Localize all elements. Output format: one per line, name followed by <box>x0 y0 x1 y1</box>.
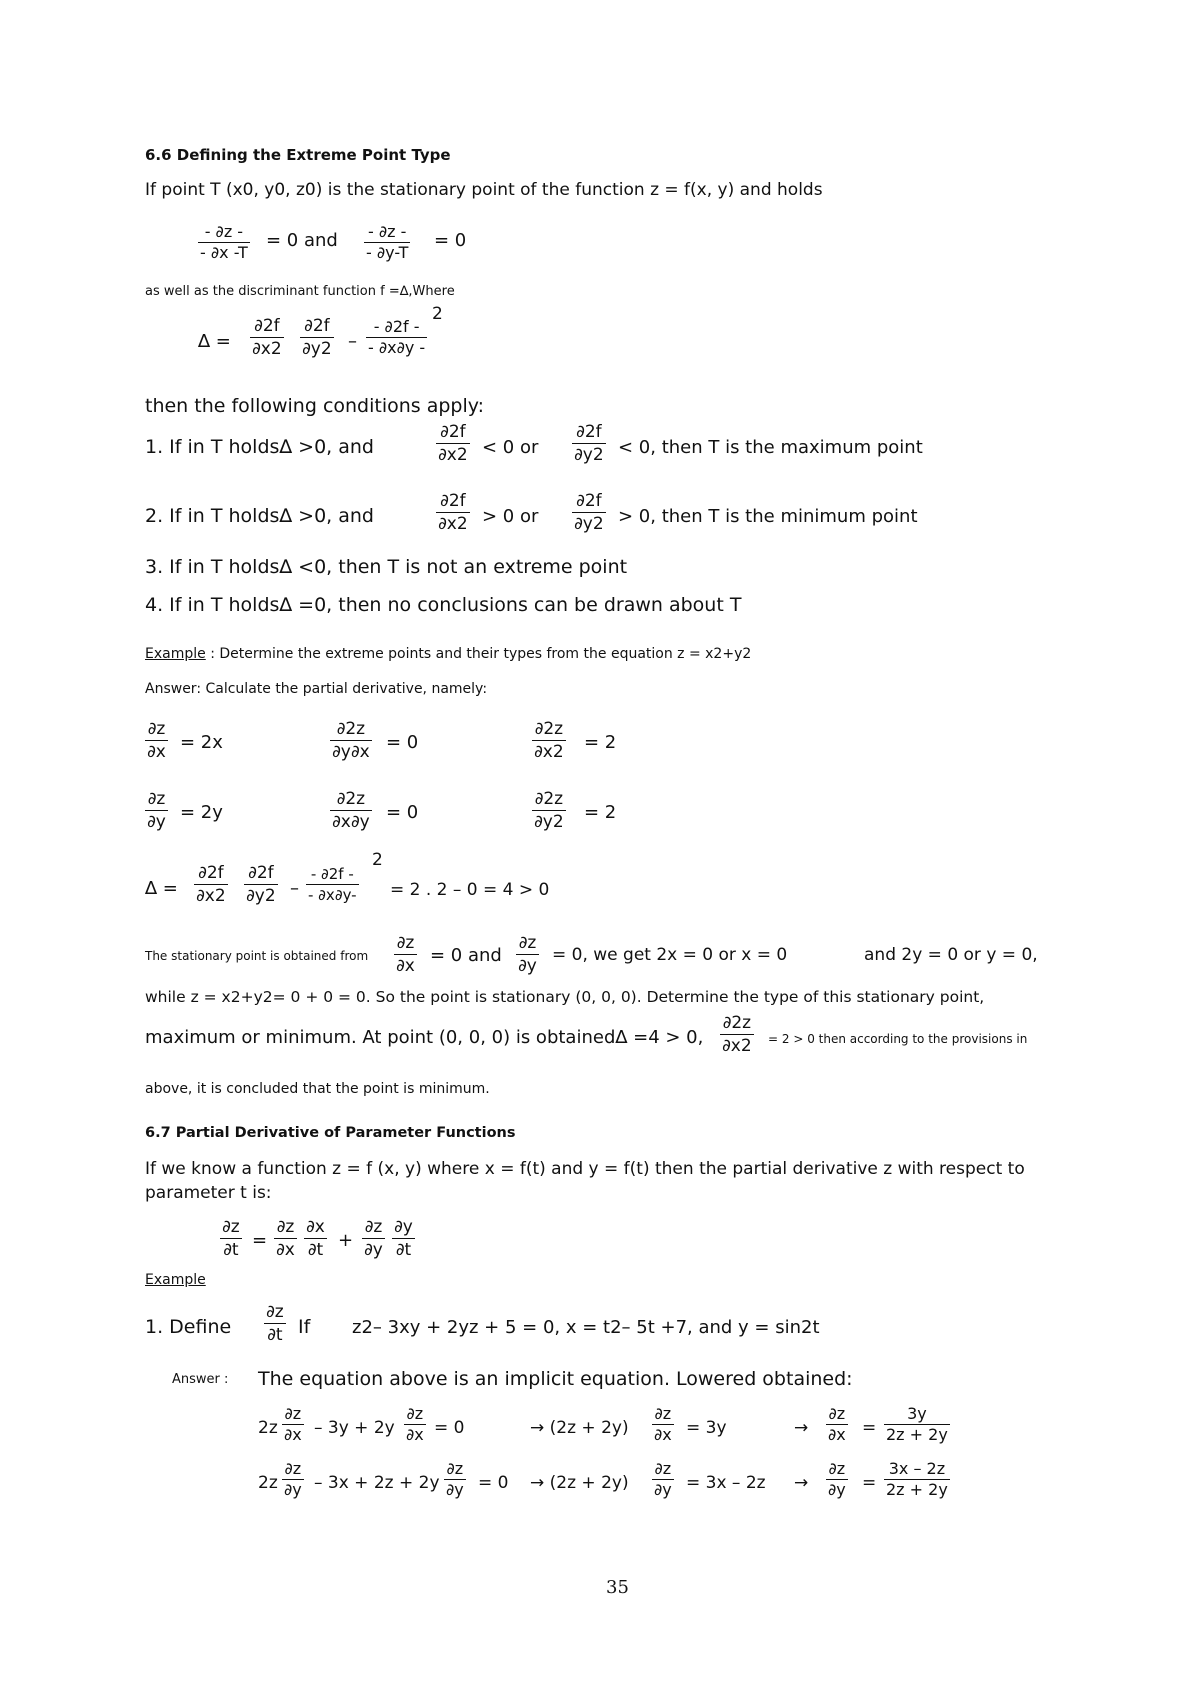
delta-calc-minus: – <box>290 878 299 899</box>
delta-def-f1: $\frac{\partial 2f}{\partial x2}$ <box>252 316 282 359</box>
chain-dydt: $\frac{\partial y}{\partial t}$ <box>394 1217 413 1260</box>
stationary-dzdx: $\frac{\partial z}{\partial x}$ <box>396 933 415 976</box>
deriv-d2zdydx: $\frac{\partial 2z}{\partial y\partial x}$ <box>332 719 370 762</box>
chain-plus: + <box>338 1230 354 1251</box>
row1-arrow: → <box>794 1418 809 1438</box>
row1-b: – 3y + 2y <box>314 1418 395 1438</box>
row1-f2: $\frac{\partial z}{\partial x}$ <box>406 1404 424 1444</box>
define-text: 1. Define <box>145 1316 232 1338</box>
row2-f4: $\frac{\partial z}{\partial y}$ <box>828 1459 846 1499</box>
conditions-intro: then the following conditions apply: <box>145 395 485 417</box>
row2-b: – 3x + 2z + 2y <box>314 1473 440 1493</box>
row2-d: → (2z + 2y) <box>530 1473 629 1493</box>
row2-f5: $\frac{3x - 2z}{2z + 2y}$ <box>886 1459 948 1499</box>
row1-f1: $\frac{\partial z}{\partial x}$ <box>284 1404 302 1444</box>
delta-def-lhs: ∆ = <box>198 331 231 352</box>
define-equation: z2– 3xy + 2yz + 5 = 0, x = t2– 5t +7, and y = sin2t <box>352 1317 820 1338</box>
cond-dzdy-fraction: $\frac{- \partial z -}{- \partial y-T}$ <box>366 222 409 262</box>
condition-3-text: 3. If in T holds∆ <0, then T is not an extreme point <box>145 556 628 578</box>
section-heading-6-6: 6.6 Defining the Extreme Point Type <box>145 146 451 164</box>
deriv-d2zdy2-value: = 2 <box>584 802 617 823</box>
row1-eq: = <box>862 1418 877 1438</box>
maxmin-text: maximum or minimum. At point (0, 0, 0) is obtained∆ =4 > 0, <box>145 1027 704 1048</box>
deriv-dzdy-value: = 2y <box>180 802 223 823</box>
stationary-x-result: = 0, we get 2x = 0 or x = 0 <box>552 945 788 965</box>
row1-c: = 0 <box>434 1418 465 1438</box>
section-heading-6-7: 6.7 Partial Derivative of Parameter Functions <box>145 1125 516 1141</box>
while-line: while z = x2+y2= 0 + 0 = 0. So the point is stationary (0, 0, 0). Determine the type of this stationary point, <box>145 988 985 1006</box>
condition-1-text: 1. If in T holds∆ >0, and <box>145 436 374 458</box>
s67-intro-2: parameter t is: <box>145 1183 272 1203</box>
row2-c: = 0 <box>478 1473 509 1493</box>
deriv-dzdy: $\frac{\partial z}{\partial y}$ <box>147 789 166 832</box>
condition-1-f2: $\frac{\partial 2f}{\partial y2}$ <box>574 422 604 465</box>
delta-calc-f1: $\frac{\partial 2f}{\partial x2}$ <box>196 863 226 906</box>
chain-equals: = <box>252 1230 268 1251</box>
condition-2-f1: $\frac{\partial 2f}{\partial x2}$ <box>438 491 468 534</box>
delta-calc-f2: $\frac{\partial 2f}{\partial y2}$ <box>246 863 276 906</box>
stationary-y-result: and 2y = 0 or y = 0, <box>864 945 1038 965</box>
example-label: Example <box>145 646 206 662</box>
row2-f3: $\frac{\partial z}{\partial y}$ <box>654 1459 672 1499</box>
row2-a: 2z <box>258 1473 278 1493</box>
delta-def-f3: $\frac{- \partial 2f -}{- \partial x\partial y -}$ <box>368 317 426 357</box>
chain-dzdt: $\frac{\partial z}{\partial t}$ <box>222 1217 240 1260</box>
deriv-d2zdx2-value: = 2 <box>584 732 617 753</box>
condition-4-text: 4. If in T holds∆ =0, then no conclusions can be drawn about T <box>145 594 742 616</box>
deriv-d2zdx2: $\frac{\partial 2z}{\partial x2}$ <box>534 719 564 762</box>
row2-f2: $\frac{\partial z}{\partial y}$ <box>446 1459 464 1499</box>
intro-text: If point T (x0, y0, z0) is the stationary point of the function z = f(x, y) and holds <box>145 180 823 200</box>
s67-intro-1: If we know a function z = f (x, y) where x = f(t) and y = f(t) then the partial derivative z with respect to <box>145 1159 1025 1179</box>
example-label-2: Example <box>145 1272 206 1288</box>
conclusion-line: above, it is concluded that the point is minimum. <box>145 1081 490 1097</box>
row1-d: → (2z + 2y) <box>530 1418 629 1438</box>
define-dzdt: $\frac{\partial z}{\partial t}$ <box>266 1302 284 1345</box>
condition-1-tail: < 0, then T is the maximum point <box>618 437 923 458</box>
cond-zero-text: = 0 <box>434 230 467 251</box>
condition-2-f2: $\frac{\partial 2f}{\partial y2}$ <box>574 491 604 534</box>
condition-2-tail: > 0, then T is the minimum point <box>618 506 918 527</box>
condition-2-or: > 0 or <box>482 506 539 527</box>
define-if: If <box>298 1316 311 1338</box>
chain-dzdx: $\frac{\partial z}{\partial x}$ <box>276 1217 295 1260</box>
delta-calc-result: = 2 . 2 – 0 = 4 > 0 <box>390 880 550 900</box>
deriv-d2zdxdy-value: = 0 <box>386 802 419 823</box>
deriv-d2zdydx-value: = 0 <box>386 732 419 753</box>
delta-def-f2: $\frac{\partial 2f}{\partial y2}$ <box>302 316 332 359</box>
delta-def-minus: – <box>348 331 357 352</box>
row1-a: 2z <box>258 1418 278 1438</box>
row1-f3: $\frac{\partial z}{\partial x}$ <box>654 1404 672 1444</box>
delta-def-exponent: 2 <box>432 304 443 324</box>
answer-text: The equation above is an implicit equation. Lowered obtained: <box>258 1368 853 1390</box>
delta-calc-exponent: 2 <box>372 850 383 870</box>
deriv-d2zdxdy: $\frac{\partial 2z}{\partial x\partial y}$ <box>332 789 370 832</box>
condition-1-or: < 0 or <box>482 437 539 458</box>
maxmin-tail: = 2 > 0 then according to the provisions in <box>768 1032 1028 1046</box>
deriv-dzdx: $\frac{\partial z}{\partial x}$ <box>147 719 166 762</box>
stationary-and: = 0 and <box>430 945 502 966</box>
answer-label: Answer : <box>172 1372 229 1387</box>
chain-dzdy: $\frac{\partial z}{\partial y}$ <box>364 1217 383 1260</box>
row2-e: = 3x – 2z <box>686 1473 766 1493</box>
delta-calc-f3: $\frac{- \partial 2f -}{- \partial x\partial y-}$ <box>308 865 357 904</box>
row1-f5: $\frac{3y}{2z + 2y}$ <box>886 1404 948 1444</box>
example-line <box>145 646 751 662</box>
deriv-d2zdy2: $\frac{\partial 2z}{\partial y2}$ <box>534 789 564 832</box>
deriv-dzdx-value: = 2x <box>180 732 223 753</box>
stationary-text: The stationary point is obtained from <box>145 949 369 963</box>
discriminant-line: as well as the discriminant function f =∆,Where <box>145 284 455 299</box>
row1-f4: $\frac{\partial z}{\partial x}$ <box>828 1404 846 1444</box>
delta-calc-lhs: ∆ = <box>145 878 178 899</box>
condition-2-text: 2. If in T holds∆ >0, and <box>145 505 374 527</box>
chain-dxdt: $\frac{\partial x}{\partial t}$ <box>306 1217 325 1260</box>
row2-arrow: → <box>794 1473 809 1493</box>
row1-e: = 3y <box>686 1418 727 1438</box>
condition-1-f1: $\frac{\partial 2f}{\partial x2}$ <box>438 422 468 465</box>
row2-f1: $\frac{\partial z}{\partial y}$ <box>284 1459 302 1499</box>
answer-line: Answer: Calculate the partial derivative, namely: <box>145 681 488 697</box>
cond-dzdx-fraction: $\frac{- \partial z -}{- \partial x -T}$ <box>200 222 248 262</box>
maxmin-d2zdx2: $\frac{\partial 2z}{\partial x2}$ <box>722 1013 752 1056</box>
stationary-dzdy: $\frac{\partial z}{\partial y}$ <box>518 933 537 976</box>
row2-eq: = <box>862 1473 877 1493</box>
page-number: 35 <box>606 1577 629 1598</box>
cond-and-text: = 0 and <box>266 230 338 251</box>
example-text: : Determine the extreme points and their types from the equation z = x2+y2 <box>205 646 752 662</box>
